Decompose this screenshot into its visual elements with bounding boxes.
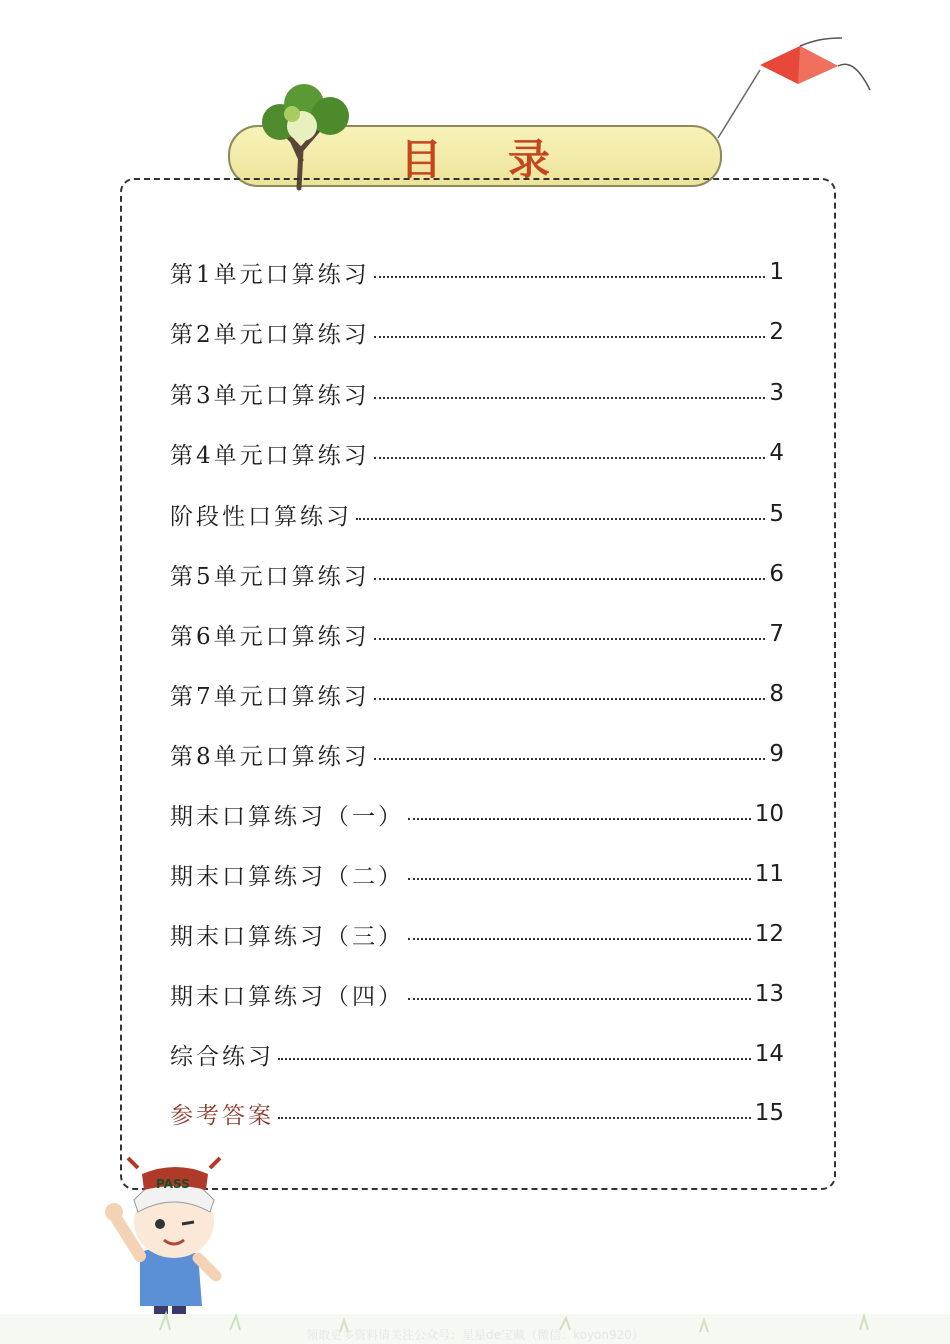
kite-illustration [700, 30, 880, 150]
toc-leader [408, 996, 751, 1000]
toc-item-label: 第4单元口算练习 [170, 442, 370, 469]
toc-leader [374, 334, 766, 338]
toc-item[interactable] [170, 974, 784, 1014]
toc-page-number: 15 [754, 1100, 784, 1126]
toc-item[interactable] [170, 373, 784, 413]
toc-page-number: 8 [769, 681, 784, 707]
toc-item-label: 阶段性口算练习 [170, 503, 352, 530]
toc-page-number: 14 [754, 1041, 784, 1067]
toc-leader [278, 1115, 751, 1119]
toc-item-label: 期末口算练习（三） [170, 923, 404, 950]
kite-tail-2 [800, 38, 842, 46]
toc-leader [408, 816, 751, 820]
toc-item[interactable] [170, 794, 784, 834]
toc-item-label: 第2单元口算练习 [170, 321, 370, 348]
toc-page-number: 12 [754, 921, 784, 947]
mascot-horns [128, 1158, 220, 1168]
toc-item[interactable] [170, 312, 784, 352]
toc-page-number: 5 [769, 501, 784, 527]
toc-leader [374, 274, 766, 278]
toc-page-number: 6 [769, 561, 784, 587]
tree-illustration [252, 80, 362, 192]
toc-item[interactable] [170, 433, 784, 473]
page-title-char-1: 目 [400, 135, 443, 184]
toc-item-label: 第6单元口算练习 [170, 623, 370, 650]
watermark-text: 领取更多资料请关注公众号：星星de宝藏（微信：koyon920） [306, 1328, 644, 1342]
page-title-char-2: 录 [507, 135, 550, 184]
toc-item-label: 参考答案 [170, 1102, 274, 1129]
toc-item[interactable] [170, 914, 784, 954]
toc-item[interactable] [170, 674, 784, 714]
tree-leaves-5 [284, 106, 300, 122]
mascot-eye-left [155, 1219, 165, 1229]
toc-item[interactable] [170, 614, 784, 654]
toc-leader [356, 516, 765, 520]
mascot-cap-text: PASS [156, 1177, 190, 1191]
toc-leader [408, 876, 751, 880]
toc-page-number: 7 [769, 621, 784, 647]
toc-leader [374, 756, 766, 760]
toc-item-label: 期末口算练习（四） [170, 983, 404, 1010]
toc-leader [374, 696, 766, 700]
kite-tail [838, 64, 870, 90]
toc-item[interactable] [170, 252, 784, 292]
mascot-hand-left [105, 1203, 123, 1221]
mascot-eye-right [182, 1222, 194, 1224]
toc-page-number: 1 [769, 259, 784, 285]
toc-item-label: 第5单元口算练习 [170, 563, 370, 590]
toc-item-label: 综合练习 [170, 1043, 274, 1070]
toc-leader [374, 455, 766, 459]
toc-leader [374, 576, 766, 580]
toc-leader [278, 1056, 751, 1060]
toc-page-number: 4 [769, 440, 784, 466]
toc-item[interactable] [170, 1034, 784, 1074]
toc-page-number: 13 [754, 981, 784, 1007]
mascot-arm-right [198, 1258, 216, 1276]
toc-leader [374, 395, 766, 399]
toc-page-number: 10 [754, 801, 784, 827]
toc-item-label: 期末口算练习（一） [170, 803, 404, 830]
toc-page-number: 3 [769, 380, 784, 406]
toc-leader [408, 936, 751, 940]
toc-item[interactable] [170, 554, 784, 594]
toc-item[interactable] [170, 734, 784, 774]
toc-item-label: 期末口算练习（二） [170, 863, 404, 890]
toc-leader [374, 636, 766, 640]
toc-item-answers[interactable] [170, 1093, 784, 1133]
toc-item-label: 第8单元口算练习 [170, 743, 370, 770]
toc-page-number: 11 [754, 861, 784, 887]
toc-item[interactable] [170, 854, 784, 894]
tree-leaves-3 [311, 97, 349, 135]
toc-item-label: 第7单元口算练习 [170, 683, 370, 710]
kite-string [718, 70, 760, 138]
toc-item-label: 第3单元口算练习 [170, 382, 370, 409]
kite-highlight [798, 46, 838, 84]
toc-page-number: 9 [769, 741, 784, 767]
toc-item-label: 第1单元口算练习 [170, 261, 370, 288]
toc-item[interactable] [170, 494, 784, 534]
toc-page-number: 2 [769, 319, 784, 345]
